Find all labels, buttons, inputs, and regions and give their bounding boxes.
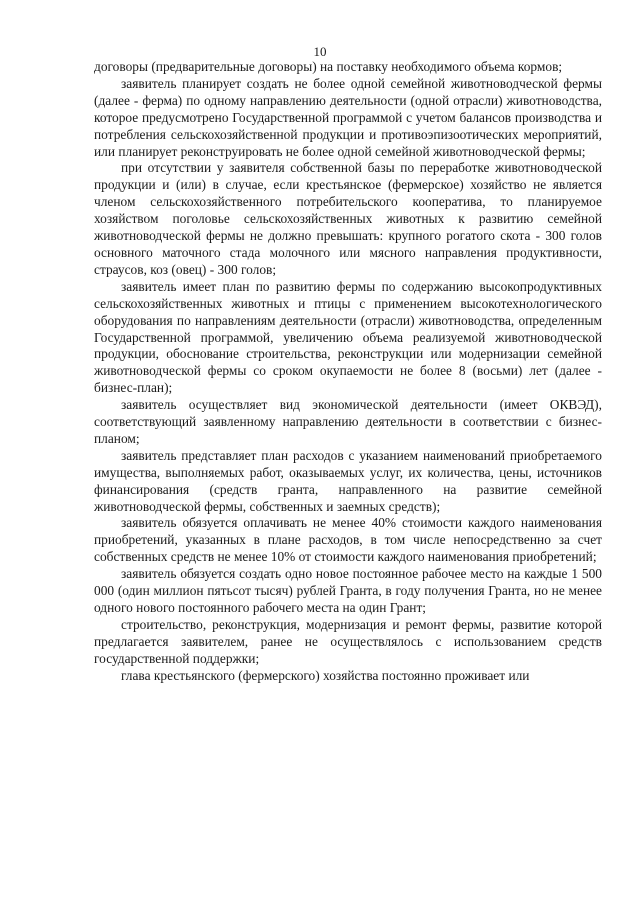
paragraph: заявитель обязуется оплачивать не менее 40% стоимости каждого наименования приобретений, указанных в плане расходов, в том числе непосредственно за счет собственных средств не менее 10% от стоимости каждого наименования приобретений;	[94, 515, 602, 565]
paragraph: строительство, реконструкция, модернизация и ремонт фермы, развитие которой предлагается заявителем, ранее не осуществлялось с использованием средств государственной поддержки;	[94, 616, 602, 666]
paragraph: заявитель имеет план по развитию фермы по содержанию высокопродуктивных сельскохозяйственных животных и птицы с применением высокотехнологического оборудования по направлениям деятельности (отрасли) животноводства, определенным Государственной программой, увеличению объема реализуемой животноводческой продукции, обоснование строительства, реконструкции или модернизации семейной животноводческой фермы со сроком окупаемости не более 8 (восьми) лет (далее - бизнес-план);	[94, 278, 602, 396]
paragraph: глава крестьянского (фермерского) хозяйства постоянно проживает или	[121, 667, 530, 683]
paragraph: заявитель представляет план расходов с указанием наименований приобретаемого имущества, выполняемых работ, оказываемых услуг, их количества, цены, источников финансирования (средств гранта, направленного на развитие семейной животноводческой фермы, собственных и заемных средств);	[94, 447, 602, 514]
paragraph: заявитель планирует создать не более одной семейной животноводческой фермы (далее - ферма) по одному направлению деятельности (одной отрасли) животноводства, которое предусмотрено Государственной программой с учетом балансов производства и потребления сельскохозяйственной продукции и противоэпизоотических мероприятий, или планирует реконструировать не более одной семейной животноводческой фермы;	[94, 75, 602, 159]
paragraph: при отсутствии у заявителя собственной базы по переработке животноводческой продукции и (или) в случае, если крестьянское (фермерское) хозяйство не является членом сельскохозяйственного потребительского кооператива, то планируемое хозяйством поголовье сельскохозяйственных животных к развитию семейной животноводческой фермы не должно превышать: крупного рогатого скота - 300 голов основного маточного стада молочного или мясного направления продуктивности, страусов, коз (овец) - 300 голов;	[94, 160, 602, 277]
paragraph-continuation: договоры (предварительные договоры) на поставку необходимого объема кормов;	[94, 59, 563, 74]
page-number: 10	[313, 44, 327, 59]
document-body	[94, 59, 602, 685]
paragraph: заявитель обязуется создать одно новое постоянное рабочее место на каждые 1 500 000 (один миллион пятьсот тысяч) рублей Гранта, в году получения Гранта, но не менее одного нового постоянного рабочего места на один Грант;	[94, 566, 602, 615]
paragraph: заявитель осуществляет вид экономической деятельности (имеет ОКВЭД), соответствующий заявленному направлению деятельности в соответствии с бизнес-планом;	[94, 397, 602, 446]
